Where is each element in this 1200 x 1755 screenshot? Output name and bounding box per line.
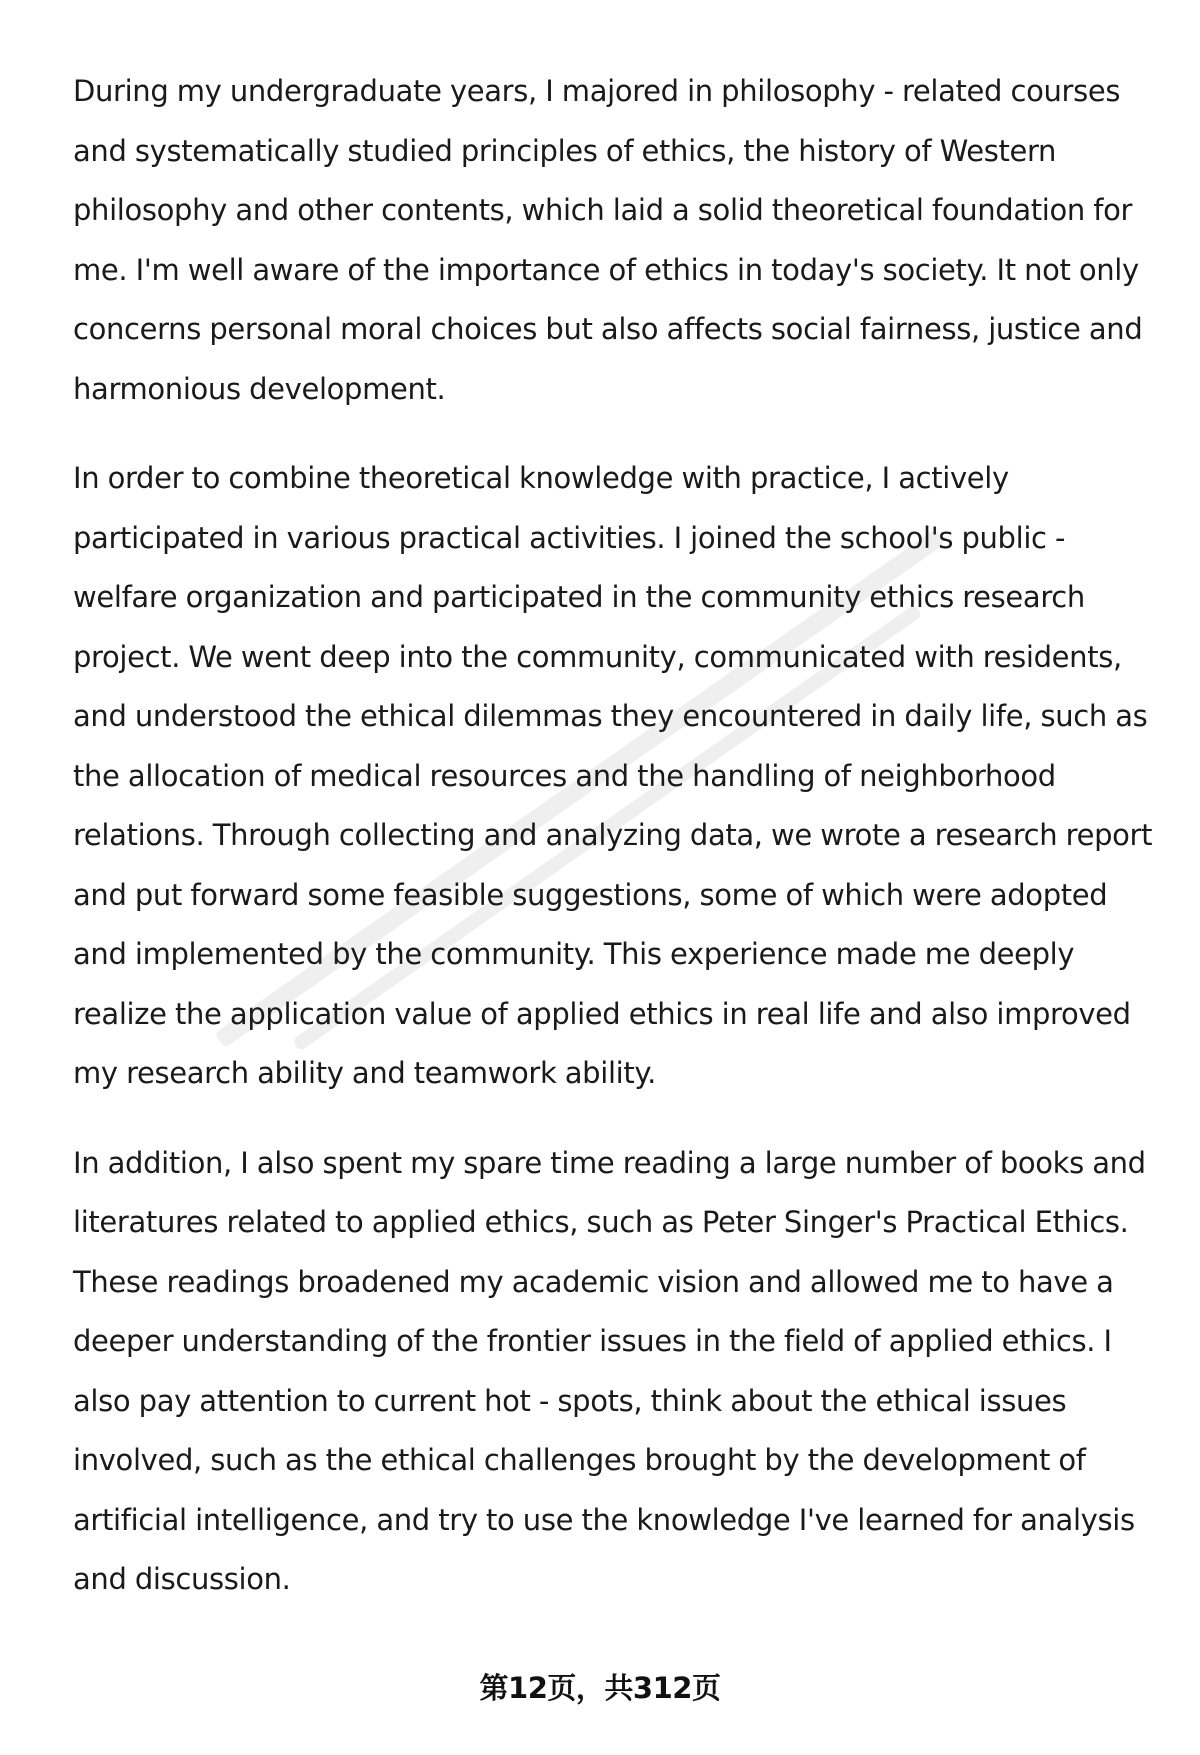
paragraph: In order to combine theoretical knowledge with practice, I actively participated in various practical activities. I joined the school's public - welfare organization and participated in the community ethics research project. We went deep into the community, communicated with residents, and understood the ethical dilemmas they encountered in daily life, such as the allocation of medical resources and the handling of neighborhood relations. Through collecting and analyzing data, we wrote a research report and put forward some feasible suggestions, some of which were adopted and implemented by the community. This experience made me deeply realize the application value of applied ethics in real life and also improved my research ability and teamwork ability. <box>73 461 1153 1090</box>
paragraph: In addition, I also spent my spare time reading a large number of books and literatures related to applied ethics, such as Peter Singer's Practical Ethics. These readings broadened my academic vision and allowed me to have a deeper understanding of the frontier issues in the field of applied ethics. I also pay attention to current hot - spots, think about the ethical issues involved, such as the ethical challenges brought by the development of artificial intelligence, and try to use the knowledge I've learned for analysis and discussion. <box>73 1145 1146 1596</box>
paragraph: During my undergraduate years, I majored in philosophy - related courses and systematically studied principles of ethics, the history of Western philosophy and other contents, which laid a solid theoretical foundation for me. I'm well aware of the importance of ethics in today's society. It not only concerns personal moral choices but also affects social fairness, justice and harmonious development. <box>73 74 1143 406</box>
document-body <box>73 62 1158 1640</box>
page-number-footer: 第12页，共312页 <box>479 1671 721 1705</box>
